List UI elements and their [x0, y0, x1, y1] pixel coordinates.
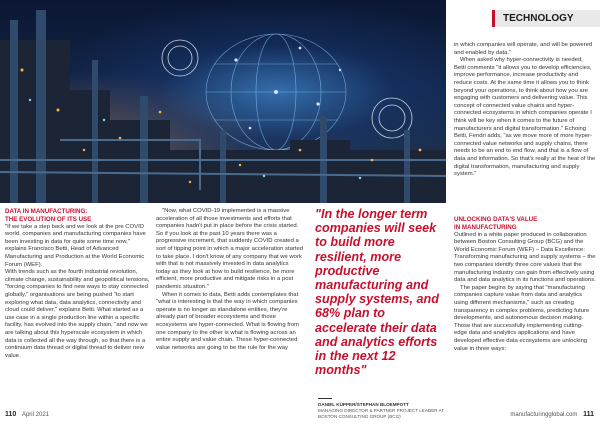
section-heading-line-2: THE EVOLUTION OF ITS USE	[5, 215, 92, 223]
footer-left	[5, 411, 49, 418]
right-column-bottom	[454, 216, 596, 353]
section-heading-line-2: IN MANUFACTURING	[454, 223, 517, 231]
body-paragraph: "If we take a step back and we look at the pre COVID world, companies and manufacturing companies have been investing in data for quite some time now," explains Francisco Betti, Head of Advanced Manufacturing and Production at the World Economic Forum (WEF).	[5, 223, 146, 268]
site-url: manufacturingglobal.com	[510, 412, 578, 418]
page-number-left: 110	[5, 411, 17, 418]
left-column	[5, 208, 150, 360]
hero-factory-photo	[0, 0, 446, 203]
section-label: TECHNOLOGY	[492, 10, 600, 27]
body-paragraph: With trends such as the fourth industrial revolution, climate change, sustainability and geopolitical tensions, "forcing companies to find new ways to stay connected globally," organisations are being pushed "to start exploring what data, data analytics, connectivity and cloud could deliver," explains Betti. What started as a use case in a single production line within a specific facility, has evolved into the supply chain, "and now we are talking about this hyperscale ecosystem in which data is collected all the way through, so that there is a continuum data thread or digital thread to deliver new value.	[5, 269, 150, 359]
body-paragraph: in which companies will operate, and will be powered and enabled by data."	[454, 42, 593, 56]
body-paragraph: When it comes to data, Betti adds contemplates that "what is interesting is that the way in which companies operate is no longer as standalone entities, they're already part of broader ecosystems and those ecosystems are hyper-connected. What is flowing from one company to the other is what is flowing across an entire supply and value chain. These hyper-connected value networks are going to be the rule for the way	[156, 291, 300, 351]
issue-date: April 2021	[21, 412, 49, 418]
section-heading-line-1: DATA IN MANUFACTURING:	[5, 208, 88, 215]
body-paragraph: The paper begins by saying that "manufacturing companies capture value from data and analytics using different mechanisms," such as creating transparency in complex problems, predicting future developments, and autonomous decision making. Those that are successfully implementing cutting-edge data and analytics applications and have developed effective data ecosystems are unlocking value in three ways:	[454, 284, 590, 352]
pull-quote: "In the longer term companies will seek to build more resilient, more productive manufacturing and supply systems, and 68% plan to accelerate their data and analytics efforts in the next 12 months"	[315, 207, 439, 378]
body-paragraph: When asked why hyper-connectivity is needed, Betti comments "it allows you to develop efficiencies, improve performance, increase productivity and reduce costs. At the same time it allows you to think beyond your operations, to think about how you are engaging with customers and delivering value. This concept of connected value chains and hyper-connected ecosystems in which companies operate I think will be key when it comes to the future of manufacturers and digital transformation." Echoing Betti, Fendri adds, "as we move more of more hyper-connected value networks and supply chains, there needs to be an end to end flow, and that is a flow of data and information. So that's really at the heat of the digital transformation, manufacturing and supply system."	[454, 57, 596, 178]
middle-column	[156, 208, 304, 352]
body-paragraph: "Now, what COVID-19 implemented is a massive acceleration of all those investments and efforts that companies hadn't put in place before the crisis started. So if you look at the past 10 years there was a progressive increment, that suddenly COVID created a sort of tipping point in which a major acceleration started to take place. I don't know of any company that we work with that is not massively invested in data analytics today as they look at how to build resilience, be more efficient, more productive and mitigate risks in a post pandemic situation."	[156, 208, 304, 290]
attribution-name: DANIEL KÜPPER/STEPHAN BLOEMPOTT	[318, 402, 409, 407]
quote-attribution	[318, 402, 448, 419]
page-number-right: 111	[583, 411, 594, 418]
section-heading-line-1: UNLOCKING DATA'S VALUE	[454, 216, 538, 223]
body-paragraph: Outlined in a white paper produced in collaboration between Boston Consulting Group (BCG) and the World Economic Forum (WEF) – Data Excellence: Transforming manufacturing and supply systems – the two companies identify three core values that the manufacturing industry can gain from effectively using data and data analytics in its functions and operations.	[454, 231, 596, 284]
quote-divider	[318, 398, 332, 399]
footer-right	[510, 411, 594, 418]
attribution-role: MANAGING DIRECTOR & PARTNER PROJECT LEADER AT BOSTON CONSULTING GROUP (BCG)	[318, 407, 445, 419]
right-column-top	[454, 42, 596, 179]
